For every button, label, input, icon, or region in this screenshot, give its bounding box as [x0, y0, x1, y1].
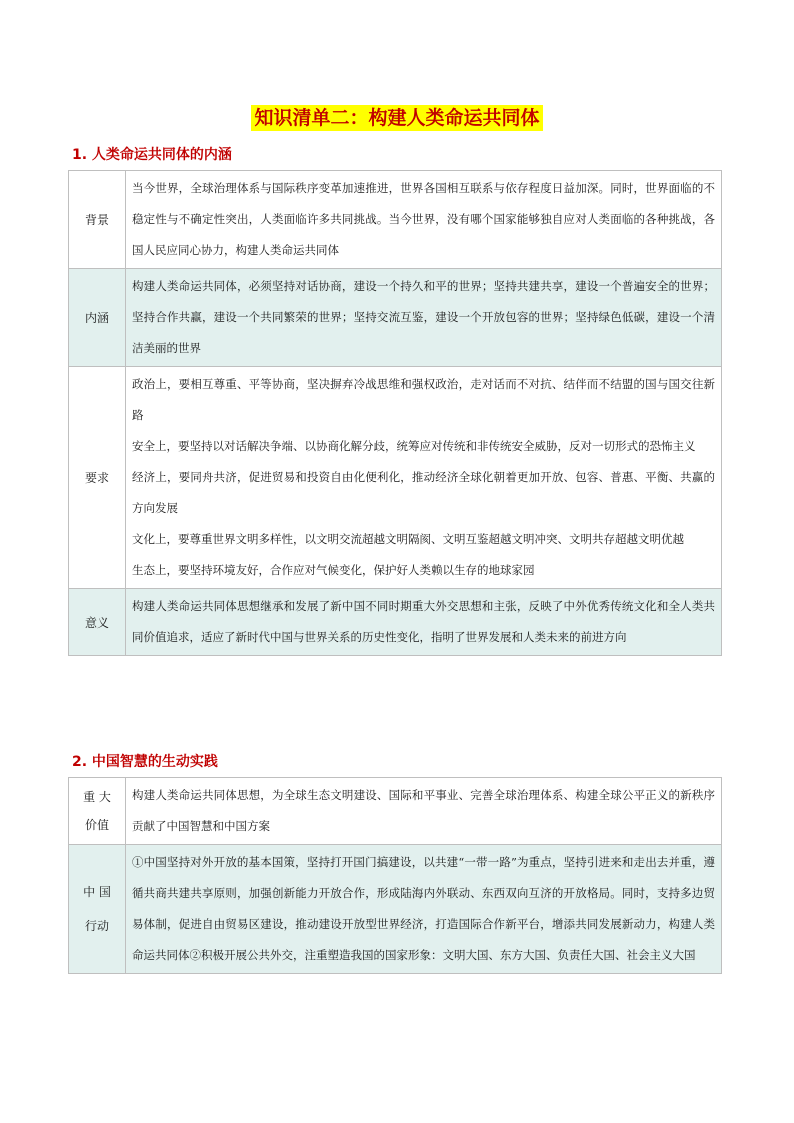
- row-label-action: 中 国 行动: [69, 845, 126, 974]
- row-label-significance: 意义: [69, 589, 126, 656]
- row-content-requirements: [126, 367, 722, 589]
- table-row-connotation: [69, 269, 722, 367]
- row-label-connotation: 内涵: [69, 269, 126, 367]
- row-content-significance: 构建人类命运共同体思想继承和发展了新中国不同时期重大外交思想和主张，反映了中外优秀传统文化和全人类共同价值追求，适应了新时代中国与世界关系的历史性变化，指明了世界发展和人类未来的前进方向: [126, 589, 722, 656]
- row-content-action: ①中国坚持对外开放的基本国策，坚持打开国门搞建设，以共建“一带一路”为重点，坚持引进来和走出去并重，遵循共商共建共享原则，加强创新能力开放合作，形成陆海内外联动、东西双向互济的开放格局。同时，支持多边贸易体制，促进自由贸易区建设，推动建设开放型世界经济，打造国际合作新平台，增添共同发展新动力，构建人类命运共同体②积极开展公共外交，注重塑造我国的国家形象：文明大国、东方大国、负责任大国、社会主义大国: [126, 845, 722, 974]
- requirement-ecological: 生态上，要坚持环境友好，合作应对气候变化，保护好人类赖以生存的地球家园: [132, 563, 535, 577]
- requirement-political: 政治上，要相互尊重、平等协商，坚决摒弃冷战思维和强权政治，走对话而不对抗、结伴而不结盟的国与国交往新路: [132, 377, 715, 422]
- requirement-security: 安全上，要坚持以对话解决争端、以协商化解分歧，统筹应对传统和非传统安全威胁，反对一切形式的恐怖主义: [132, 439, 696, 453]
- row-label-requirements: 要求: [69, 367, 126, 589]
- page-title: 知识清单二：构建人类命运共同体: [251, 105, 542, 131]
- page-title-wrap: [0, 103, 794, 130]
- practice-table: [68, 777, 722, 974]
- table-row-background: [69, 171, 722, 269]
- requirement-cultural: 文化上，要尊重世界文明多样性，以文明交流超越文明隔阂、文明互鉴超越文明冲突、文明共存超越文明优越: [132, 532, 684, 546]
- table-row-action: [69, 845, 722, 974]
- table-row-requirements: [69, 367, 722, 589]
- table-row-value: [69, 778, 722, 845]
- section-heading-2: 2. 中国智慧的生动实践: [72, 754, 218, 770]
- table-row-significance: [69, 589, 722, 656]
- requirement-economic: 经济上，要同舟共济，促进贸易和投资自由化便利化，推动经济全球化朝着更加开放、包容、普惠、平衡、共赢的方向发展: [132, 470, 715, 515]
- row-content-background: 当今世界，全球治理体系与国际秩序变革加速推进，世界各国相互联系与依存程度日益加深。同时，世界面临的不稳定性与不确定性突出，人类面临许多共同挑战。当今世界，没有哪个国家能够独自应对人类面临的各种挑战，各国人民应同心协力，构建人类命运共同体: [126, 171, 722, 269]
- row-label-value: 重 大 价值: [69, 778, 126, 845]
- section-heading-1: 1. 人类命运共同体的内涵: [72, 147, 232, 163]
- connotation-table: [68, 170, 722, 656]
- row-content-value: 构建人类命运共同体思想，为全球生态文明建设、国际和平事业、完善全球治理体系、构建全球公平正义的新秩序贡献了中国智慧和中国方案: [126, 778, 722, 845]
- row-content-connotation: 构建人类命运共同体，必须坚持对话协商，建设一个持久和平的世界；坚持共建共享，建设一个普遍安全的世界；坚持合作共赢，建设一个共同繁荣的世界；坚持交流互鉴，建设一个开放包容的世界；坚持绿色低碳，建设一个清洁美丽的世界: [126, 269, 722, 367]
- row-label-background: 背景: [69, 171, 126, 269]
